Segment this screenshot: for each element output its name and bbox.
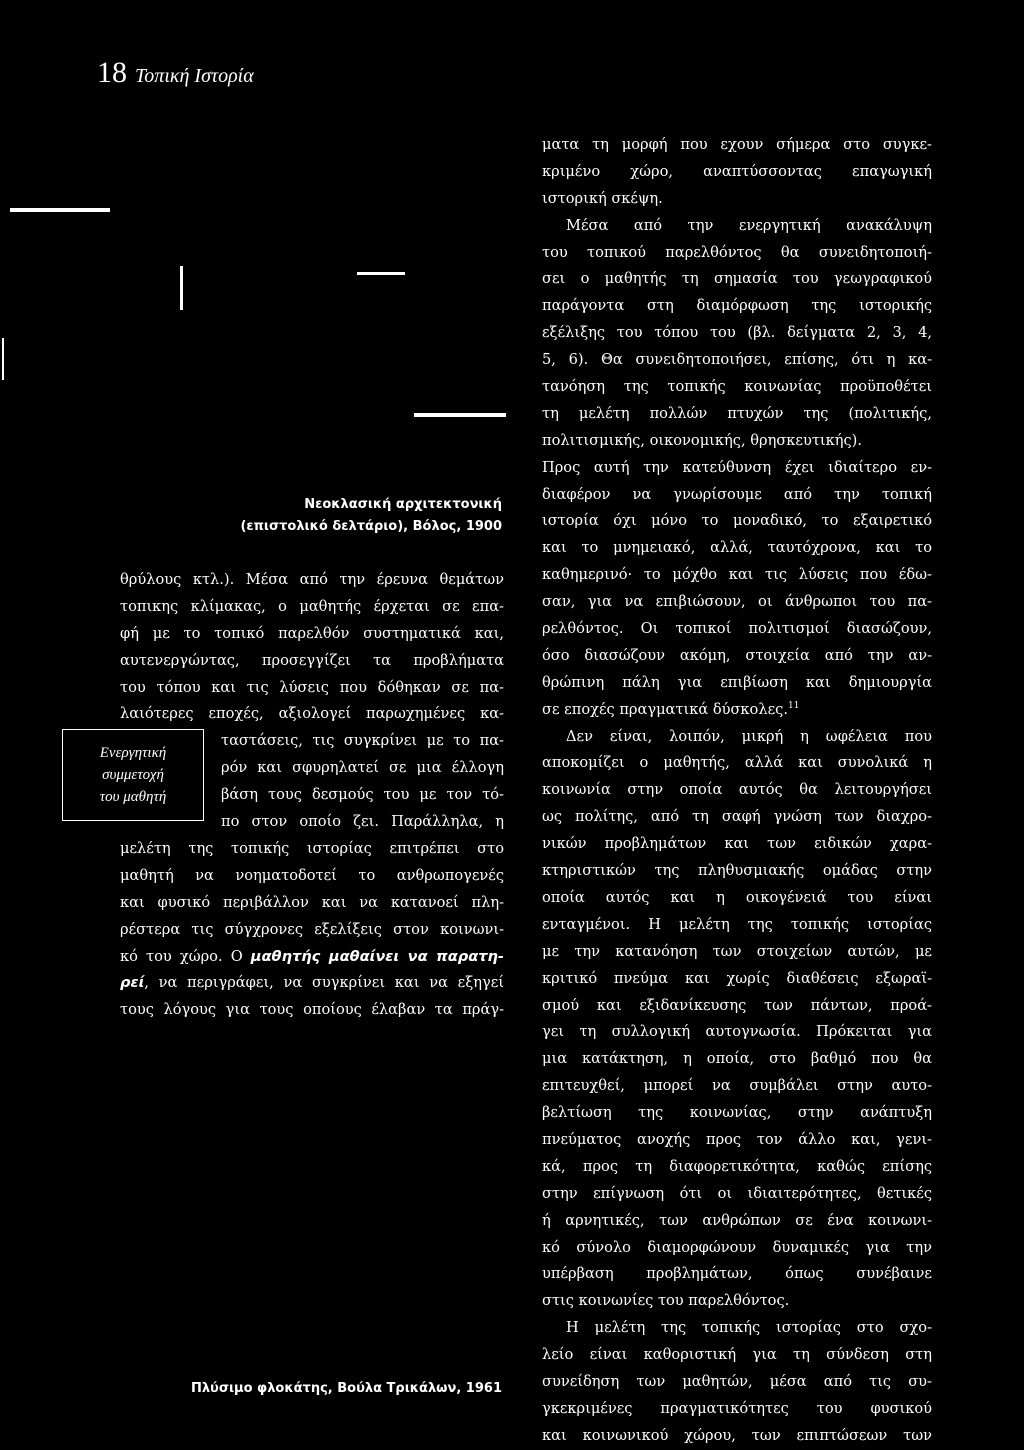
text-line: πνεύματος ανοχής προς τον άλλο και, γενι- [542, 1130, 932, 1148]
text-line: όσο διασώζουν ακόμη, στοιχεία από την αν- [542, 646, 932, 664]
text-line: ιστορική σκέψη. [542, 189, 663, 207]
text-line: γκεκριμένες πραγματικότητες του φυσικού [542, 1399, 932, 1417]
photo-edge-mark [414, 413, 506, 417]
margin-note-line: του μαθητή [99, 789, 167, 805]
left-column-upper [120, 567, 504, 728]
photo-caption-top: Νεοκλασική αρχιτεκτονική (επιστολικό δελτάριο), Βόλος, 1900 [240, 497, 502, 534]
text-line: κό του χώρο. Ο μαθητής μαθαίνει να παρατη- [120, 947, 504, 965]
photo-edge-mark [357, 272, 405, 275]
text-line: ρεί, να περιγράφει, να συγκρίνει και να εξηγεί [120, 974, 504, 992]
text-line: του τοπικού παρελθόντος θα συνειδητοποιή- [542, 243, 932, 261]
photo-caption-bottom: Πλύσιμο φλοκάτης, Βούλα Τρικάλων, 1961 [190, 1381, 502, 1396]
text-line: μελέτη της τοπικής ιστορίας επιτρέπει στο [120, 840, 504, 857]
text-line: διαφέρον να γνωρίσουμε από την τοπική [542, 485, 932, 503]
text-line: παράγοντα στη διαμόρφωση της ιστορικής [542, 297, 932, 315]
text-line: φή με το τοπικό παρελθόν συστηματικά και, [120, 624, 504, 642]
text-line: και φυσικό περιβάλλον και να κατανοεί πλη- [120, 893, 504, 911]
text-line: κριμένο χώρο, αναπτύσσοντας επαγωγική [542, 162, 932, 180]
text-line: πολιτισμικής, οικονομικής, θρησκευτικής). [542, 431, 863, 449]
text-line: θρύλους κτλ.). Μέσα από την έρευνα θεμάτων [120, 571, 504, 588]
text-line: Δεν είναι, λοιπόν, μικρή η ωφέλεια που [566, 727, 932, 745]
running-head [97, 56, 254, 90]
text-line: αποκομίζει ο μαθητής, αλλά και συνολικά η [542, 754, 932, 772]
text-line: λαιότερες εποχές, αξιολογεί παρωχημένες κα- [120, 705, 504, 723]
text-line: ρόν και σφυρηλατεί σε μια έλλογη [221, 758, 504, 776]
text-line: σε εποχές πραγματικά δύσκολες.$^{11}$ [542, 700, 800, 718]
text-line: τοπικης κλίμακας, ο μαθητής έρχεται σε επα- [120, 597, 504, 615]
text-line: ιστορία όχι μόνο το μοναδικό, το εξαιρετικό [542, 512, 932, 530]
page-number: 18 [97, 56, 127, 89]
text-line: συνείδηση των μαθητών, μέσα από τις συ- [542, 1372, 932, 1390]
text-line: ρελθόντος. Οι τοπικοί πολιτισμοί διασώζουν, [542, 620, 932, 638]
margin-note-line: συμμετοχή [102, 767, 164, 783]
text-line: τους λόγους για τους οποίους έλαβαν τα πράγ- [120, 1001, 504, 1019]
text-line: σμού και εξιδανίκευσης των πάντων, προά- [542, 996, 932, 1014]
left-column-wrap [221, 728, 504, 836]
margin-note-box [62, 729, 204, 821]
left-column-lower [120, 836, 504, 1024]
right-column [542, 132, 932, 1450]
text-line: ρέστερα τις σύγχρονες εξελίξεις στον κοινωνι- [120, 920, 504, 938]
text-line: σει ο μαθητής τη σημασία του γεωγραφικού [542, 270, 932, 288]
text-line: ως πολίτης, από τη σαφή γνώση των διαχρο- [542, 808, 932, 826]
running-title: Τοπική Ιστορία [135, 65, 254, 87]
text-line: εξέλιξης του τόπου του (βλ. δείγματα 2, 3, 4, [542, 324, 932, 342]
text-line: μια κατάκτηση, η οποία, στο βαθμό που θα [542, 1050, 932, 1068]
text-line: ή αρνητικές, των ανθρώπων σε ένα κοινωνι- [542, 1211, 932, 1229]
text-line: ταστάσεις, τις συγκρίνει με το πα- [221, 732, 504, 749]
footnote-ref: 11 [787, 700, 800, 711]
text-line: νικών προβλημάτων και των ειδικών χαρα- [542, 835, 932, 853]
photo-edge-mark [10, 208, 110, 212]
text-line: γει τη συλλογική αυτογνωσία. Πρόκειται για [542, 1023, 932, 1041]
text-line: ματα τη μορφή που εχουν σήμερα στο συγκε- [542, 136, 932, 153]
text-line: στην επίγνωση ότι οι ιδιαιτερότητες, θετικές [542, 1184, 932, 1202]
text-line: οποία αυτός και η οικογένειά του είναι [542, 888, 932, 906]
text-line: με την κατανόηση των στοιχείων αυτών, με [542, 942, 932, 960]
text-line: κά, προς τη διαφορετικότητα, καθώς επίσης [542, 1157, 932, 1175]
text-line: υπέρβαση προβλημάτων, όπως συνέβαινε [542, 1265, 932, 1283]
text-line: στις κοινωνίες του παρελθόντος. [542, 1292, 790, 1310]
emphasis-text: ρεί [120, 974, 145, 992]
text-line: βελτίωση της κοινωνίας, στην ανάπτυξη [542, 1104, 932, 1122]
text-line: Προς αυτή την κατεύθυνση έχει ιδιαίτερο εν- [542, 458, 932, 476]
text-line: μαθητή να νοηματοδοτεί το ανθρωπογενές [120, 866, 504, 884]
emphasis-text: μαθητής μαθαίνει να παρατη- [250, 947, 504, 965]
text-line: πο στον οποίο ζει. Παράλληλα, η [221, 812, 504, 830]
text-line: επιτευχθεί, μπορεί να συμβάλει στην αυτο- [542, 1077, 932, 1095]
text-line: θρώπινη πάλη για επιβίωση και δημιουργία [542, 673, 932, 691]
text-line: τανόηση της τοπικής κοινωνίας προϋποθέτει [542, 378, 932, 396]
text-line: βάση τους δεσμούς του με τον τό- [221, 785, 504, 803]
text-line: κτηριστικών της πληθυσμιακής ομάδας στην [542, 862, 932, 880]
photo-edge-mark [180, 266, 183, 310]
text-line: και κοινωνικού χώρου, των επιπτώσεων των [542, 1426, 932, 1444]
text-line: και το μνημειακό, αλλά, ταυτόχρονα, και το [542, 539, 932, 557]
text-line: Μέσα από την ενεργητική ανακάλυψη [566, 216, 932, 234]
margin-note-line: Ενεργητική [99, 745, 167, 761]
text-line: λείο είναι καθοριστική για τη σύνδεση στη [542, 1346, 932, 1364]
text-line: κριτικό πνεύμα και χωρίς διαθέσεις εξωραϊ- [542, 969, 932, 987]
text-line: κό σύνολο διαμορφώνουν δυναμικές για την [542, 1238, 932, 1256]
text-line: αυτενεργώντας, προσεγγίζει τα προβλήματα [120, 651, 504, 669]
text-line: Η μελέτη της τοπικής ιστορίας στο σχο- [566, 1319, 932, 1337]
text-line: 5, 6). Θα συνειδητοποιήσει, επίσης, ότι η κα- [542, 351, 932, 369]
text-line: του τόπου και τις λύσεις που δόθηκαν σε πα- [120, 678, 504, 696]
text-line: κοινωνία στην οποία αυτός θα λειτουργήσει [542, 781, 932, 799]
text-line: τη μελέτη πολλών πτυχών της (πολιτικής, [542, 404, 932, 422]
text-line: ενταγμένοι. Η μελέτη της τοπικής ιστορίας [542, 915, 932, 933]
text-line: καθημερινό· το μόχθο και τις λύσεις που έδω- [542, 566, 932, 584]
photo-edge-mark [2, 338, 4, 380]
text-line: σαν, για να επιβιώσουν, οι άνθρωποι του πα- [542, 593, 932, 611]
